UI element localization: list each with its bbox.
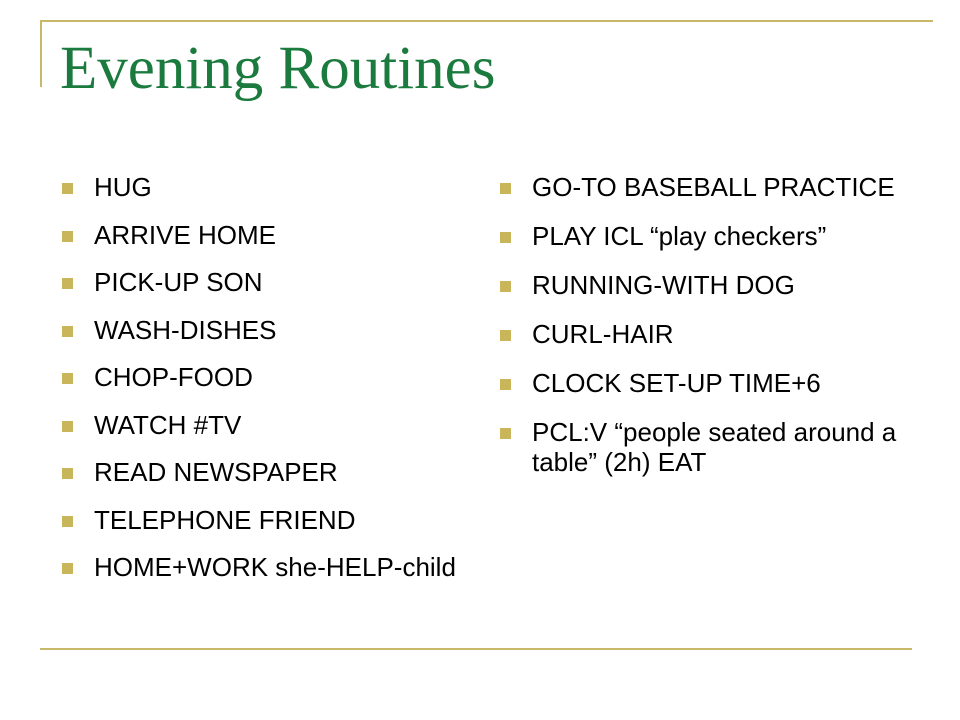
square-bullet-icon	[62, 563, 73, 574]
list-item-text: READ NEWSPAPER	[94, 457, 338, 487]
square-bullet-icon	[500, 428, 511, 439]
list-item	[60, 362, 460, 392]
list-item-text: CURL-HAIR	[532, 319, 674, 349]
list-item-text: PLAY ICL “play checkers”	[532, 221, 827, 251]
slide-title: Evening Routines	[60, 35, 496, 102]
list-item	[498, 319, 910, 349]
list-item	[498, 417, 910, 477]
list-item-text: WASH-DISHES	[94, 314, 277, 345]
square-bullet-icon	[500, 330, 511, 341]
list-item	[498, 221, 910, 251]
list-item	[60, 552, 460, 582]
list-item-text: TELEPHONE FRIEND	[94, 504, 356, 535]
square-bullet-icon	[62, 183, 73, 194]
list-item	[498, 270, 910, 300]
list-item	[60, 410, 460, 440]
list-item-text: GO-TO BASEBALL PRACTICE	[532, 172, 895, 202]
square-bullet-icon	[500, 183, 511, 194]
list-item-text: HUG	[94, 172, 152, 202]
list-item-text: CLOCK SET-UP TIME+6	[532, 368, 821, 398]
square-bullet-icon	[62, 278, 73, 289]
list-item-text: ARRIVE HOME	[94, 219, 277, 250]
list-item-text: CHOP-FOOD	[94, 362, 253, 392]
bottom-rule	[40, 648, 912, 650]
list-item-text: WATCH #TV	[94, 409, 242, 440]
list-item	[60, 505, 460, 535]
list-item	[60, 457, 460, 487]
list-item-text: PCL:V “people seated around a table” (2h) EAT	[532, 417, 897, 477]
list-item	[498, 368, 910, 398]
square-bullet-icon	[62, 231, 73, 242]
square-bullet-icon	[62, 326, 73, 337]
list-item-text: RUNNING-WITH DOG	[532, 270, 795, 300]
right-bullet-list	[498, 172, 910, 496]
square-bullet-icon	[62, 373, 73, 384]
list-item-text: PICK-UP SON	[94, 267, 263, 297]
top-rule	[40, 20, 933, 22]
square-bullet-icon	[500, 232, 511, 243]
square-bullet-icon	[500, 379, 511, 390]
list-item	[498, 172, 910, 202]
square-bullet-icon	[500, 281, 511, 292]
left-bullet-list	[60, 172, 460, 600]
list-item-text: HOME+WORK she-HELP-child	[94, 552, 456, 582]
square-bullet-icon	[62, 468, 73, 479]
left-rule	[40, 20, 42, 87]
square-bullet-icon	[62, 421, 73, 432]
square-bullet-icon	[62, 516, 73, 527]
list-item	[60, 172, 460, 202]
list-item	[60, 315, 460, 345]
list-item	[60, 220, 460, 250]
list-item	[60, 267, 460, 297]
